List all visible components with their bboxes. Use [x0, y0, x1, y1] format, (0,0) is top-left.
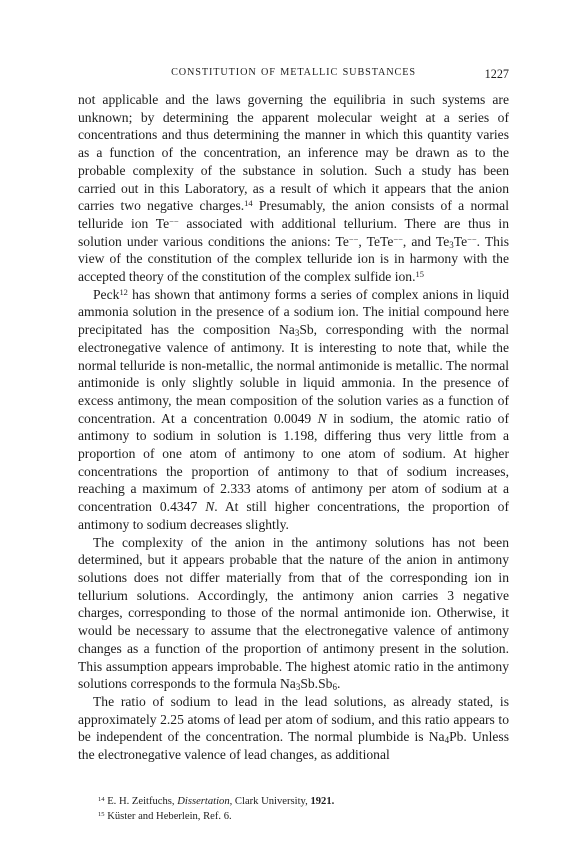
- paragraph: [78, 534, 509, 693]
- footnote: [98, 810, 509, 825]
- text-run: The complexity of the anion in the antimony solutions has not been determined, but it appears probable that the nature of the anion in antimony solutions does not differ materially from that of the corresponding ion in tellurium solutions. Accordingly, the antimony anion carries 3 negative charges, corresponding to those of the normal antimonide ion. Otherwise, it would be necessary to assume that the electronegative valence of antimony changes as a function of the proportion of antimony present in the solution. This assumption appears improbable. The highest atomic ratio in the antimony solutions corresponds to the formula Na: [78, 534, 509, 692]
- italic-text: N: [205, 499, 215, 515]
- paragraph: [78, 91, 509, 286]
- text-run: has shown that antimony forms a series of complex anions in liquid ammonia solution in the presence of a sodium ion. The initial compound here precipitated has the composition Na: [78, 286, 509, 338]
- subscript: 3: [295, 681, 301, 692]
- text-run: , and Te: [402, 233, 450, 249]
- superscript: −−: [393, 233, 403, 244]
- paragraph: [78, 286, 509, 534]
- page-header: [78, 67, 509, 83]
- superscript: 12: [119, 286, 128, 297]
- paragraph: [78, 693, 509, 764]
- text-run: Te: [453, 233, 468, 249]
- page-number: 1227: [484, 67, 509, 81]
- text-run: not applicable and the laws governing the equilibria in such systems are unknown; by determining the apparent molecular weight at a series of concentrations and thus determining the manner in which this quantity varies as a function of the concentration, an inference may be drawn as to the probable complexity of the substance in solution. Such a study has been carried out in this Laboratory, as a result of which it appears that the anion carries two negative charges.: [78, 92, 509, 214]
- superscript: 15: [415, 269, 424, 280]
- text-run: Sb, corresponding with the normal electronegative valence of antimony. It is interesting to note that, while the normal telluride is non-metallic, the normal antimonide is metallic. The normal antimonide is only slightly soluble in liquid ammonia. In the presence of excess antimony, the mean composition of the solution varies as a function of concentration. At a concentration 0.0049: [78, 322, 509, 426]
- text-run: Küster and Heberlein, Ref. 6.: [104, 810, 232, 822]
- footnote: [98, 795, 509, 810]
- text-run: Pb. Unless the electronegative valence of lead changes, as additional: [78, 729, 509, 763]
- text-run: Presumably, the anion consists of a normal telluride ion Te: [78, 198, 509, 231]
- text-run: . This view of the constitution of the complex telluride ion is in harmony with the accepted theory of the constitution of the complex sulfide ion.: [78, 233, 510, 285]
- superscript: 14: [244, 198, 253, 209]
- text-run: , TeTe: [358, 233, 394, 249]
- bold-text: 1921.: [310, 796, 335, 807]
- subscript: 4: [444, 735, 450, 746]
- text-run: Clark University,: [232, 796, 311, 807]
- text-run: .: [336, 676, 341, 692]
- text-run: Peck: [93, 286, 120, 302]
- italic-text: Dissertation,: [177, 796, 233, 807]
- superscript: 15: [98, 810, 105, 818]
- text-run: in sodium, the atomic ratio of antimony to sodium in solution is 1.198, differing thus very little from a proportion of one atom of antimony to one atom of sodium. At higher concentrations the proportion of antimony to that of sodium increases, reaching a maximum of 2.333 atoms of antimony per atom of sodium at a concentration 0.4347: [78, 410, 509, 515]
- text-run: associated with additional tellurium. There are thus in solution under various conditions the anions: Te: [78, 215, 509, 249]
- superscript: −−: [348, 233, 359, 244]
- subscript: 6: [332, 681, 337, 692]
- subscript: 3: [294, 327, 300, 338]
- superscript: −−: [169, 216, 179, 227]
- running-title: CONSTITUTION OF METALLIC SUBSTANCES: [171, 67, 416, 78]
- subscript: 3: [449, 239, 454, 250]
- text-run: E. H. Zeitfuchs,: [104, 796, 178, 807]
- superscript: −−: [467, 233, 477, 244]
- superscript: 14: [98, 796, 105, 804]
- text-run: . At still higher concentrations, the proportion of antimony to sodium decreases slightly.: [78, 499, 510, 532]
- body-text: [78, 91, 509, 764]
- italic-text: N: [317, 410, 327, 426]
- footnotes: [98, 795, 509, 824]
- text-run: Sb.Sb: [300, 676, 333, 692]
- text-run: The ratio of sodium to lead in the lead solutions, as already stated, is approximately 2.25 atoms of lead per atom of sodium, and this ratio appears to be independent of the concentration. The normal plumbide is Na: [78, 693, 509, 745]
